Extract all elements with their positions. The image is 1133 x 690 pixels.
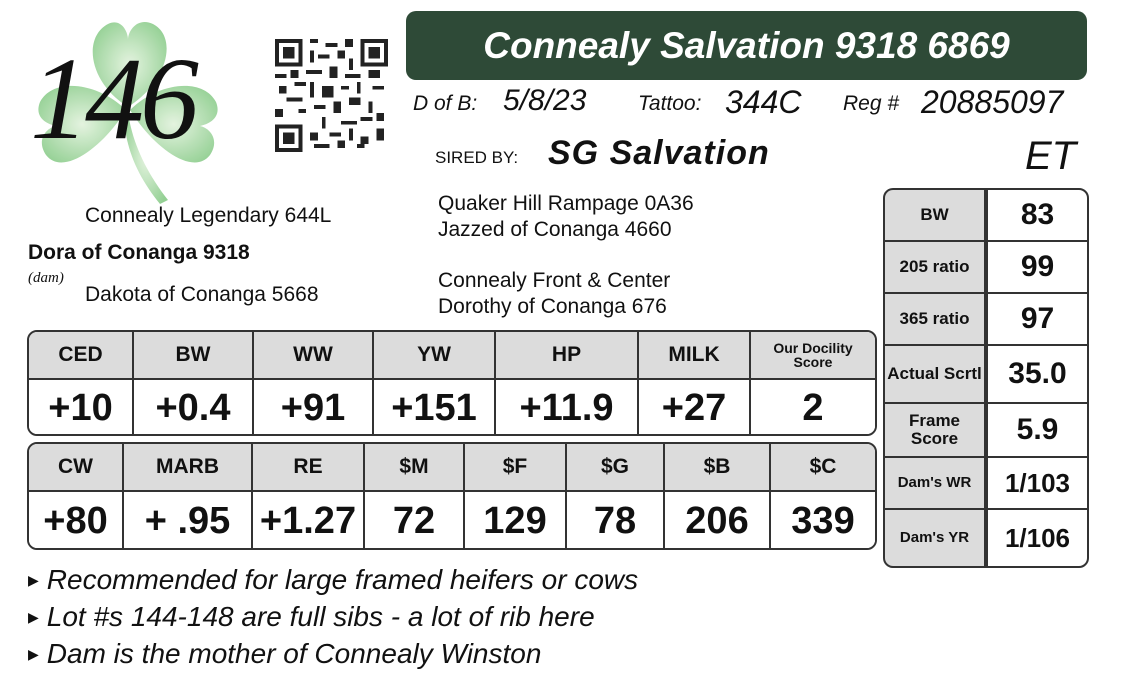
epd-header-marb: MARB xyxy=(124,444,253,490)
stat-row-365-ratio xyxy=(883,292,1089,346)
note-item xyxy=(28,601,595,633)
epd-value-dollar-g: 78 xyxy=(567,492,665,550)
epd-header-ww: WW xyxy=(254,332,374,378)
epd-header-milk: MILK xyxy=(639,332,751,378)
epd-header-hp: HP xyxy=(496,332,639,378)
epd-table-1-values xyxy=(29,378,875,436)
epd-header-dollar-m: $M xyxy=(365,444,465,490)
epd-value-yw: +151 xyxy=(374,380,496,436)
note-text: Lot #s 144-148 are full sibs - a lot of rib here xyxy=(46,601,595,632)
stat-value: 97 xyxy=(986,292,1089,346)
dam-tag: (dam) xyxy=(28,270,64,286)
epd-value-milk: +27 xyxy=(639,380,751,436)
epd-value-bw: +0.4 xyxy=(134,380,254,436)
sire-dam: Jazzed of Conanga 4660 xyxy=(438,218,672,241)
stat-label: Actual Scrtl xyxy=(883,344,986,404)
animal-name-banner xyxy=(406,11,1087,80)
lot-number: 146 xyxy=(30,33,195,164)
stat-value: 5.9 xyxy=(986,402,1089,458)
stat-row-scrotal xyxy=(883,344,1089,404)
epd-value-ced: +10 xyxy=(29,380,134,436)
qr-code-icon xyxy=(275,39,388,152)
epd-header-yw: YW xyxy=(374,332,496,378)
dam-dam: Dakota of Conanga 5668 xyxy=(85,283,319,306)
epd-header-dollar-c: $C xyxy=(809,455,837,478)
stat-row-frame xyxy=(883,402,1089,458)
note-item xyxy=(28,638,541,670)
epd-table-1-header xyxy=(29,332,875,378)
stat-row-205-ratio xyxy=(883,240,1089,294)
epd-header-bw: BW xyxy=(134,332,254,378)
stat-label: Frame Score xyxy=(883,402,986,458)
note-text: Recommended for large framed heifers or cows xyxy=(46,564,639,595)
epd-value-dollar-m: 72 xyxy=(365,492,465,550)
epd-value-docility: 2 xyxy=(802,386,824,429)
dob-value: 5/8/23 xyxy=(503,84,587,117)
sired-by-label: SIRED BY: xyxy=(435,148,519,167)
stat-value: 1/103 xyxy=(986,456,1089,510)
epd-header-dollar-g: $G xyxy=(567,444,665,490)
epd-header-dollar-b: $B xyxy=(665,444,771,490)
epd-value-dollar-b: 206 xyxy=(665,492,771,550)
epd-value-cw: +80 xyxy=(29,492,124,550)
docility-header-line2: Score xyxy=(793,354,833,370)
epd-value-hp: +11.9 xyxy=(496,380,639,436)
bullet-arrow-icon: ▶ xyxy=(28,608,39,625)
stat-value: 1/106 xyxy=(986,508,1089,568)
epd-table-2-values xyxy=(29,490,875,550)
stat-row-dams-wr xyxy=(883,456,1089,510)
sire-sire: Quaker Hill Rampage 0A36 xyxy=(438,192,694,215)
stat-label: Dam's WR xyxy=(883,456,986,510)
tattoo-value: 344C xyxy=(725,84,802,120)
dob-label: D of B: xyxy=(413,92,478,115)
reg-label: Reg # xyxy=(843,92,900,115)
epd-table-1 xyxy=(27,330,877,436)
epd-header-re: RE xyxy=(253,444,365,490)
bullet-arrow-icon: ▶ xyxy=(28,645,39,662)
epd-header-dollar-f: $F xyxy=(465,444,567,490)
bullet-arrow-icon: ▶ xyxy=(28,571,39,588)
note-text: Dam is the mother of Connealy Winston xyxy=(46,638,542,669)
reg-value: 20885097 xyxy=(921,84,1064,120)
docility-header-line1: Our Docility xyxy=(773,340,853,356)
stat-row-dams-yr xyxy=(883,508,1089,568)
animal-name: Connealy Salvation 9318 6869 xyxy=(483,24,1010,66)
stat-label: 205 ratio xyxy=(883,240,986,294)
ddam-dam: Dorothy of Conanga 676 xyxy=(438,295,667,318)
note-item xyxy=(28,564,638,596)
epd-value-dollar-f: 129 xyxy=(465,492,567,550)
sire-name: SG Salvation xyxy=(548,134,770,172)
epd-value-marb: + .95 xyxy=(124,492,253,550)
epd-header-docility xyxy=(751,332,875,378)
stat-label: Dam's YR xyxy=(883,508,986,568)
stat-value: 99 xyxy=(986,240,1089,294)
epd-table-2 xyxy=(27,442,877,550)
stat-label: BW xyxy=(883,188,986,242)
epd-table-2-header xyxy=(29,444,875,490)
epd-value-ww: +91 xyxy=(254,380,374,436)
stat-value: 83 xyxy=(986,188,1089,242)
et-tag: ET xyxy=(1025,134,1077,178)
epd-header-ced: CED xyxy=(29,332,134,378)
tattoo-label: Tattoo: xyxy=(638,92,702,115)
dam-sire: Connealy Legendary 644L xyxy=(85,204,332,227)
epd-header-cw: CW xyxy=(29,444,124,490)
stat-row-bw xyxy=(883,188,1089,242)
ddam-sire: Connealy Front & Center xyxy=(438,269,671,292)
dam-name: Dora of Conanga 9318 xyxy=(28,241,250,264)
stat-value: 35.0 xyxy=(986,344,1089,404)
epd-value-dollar-c: 339 xyxy=(791,499,855,542)
stat-label: 365 ratio xyxy=(883,292,986,346)
epd-value-re: +1.27 xyxy=(253,492,365,550)
